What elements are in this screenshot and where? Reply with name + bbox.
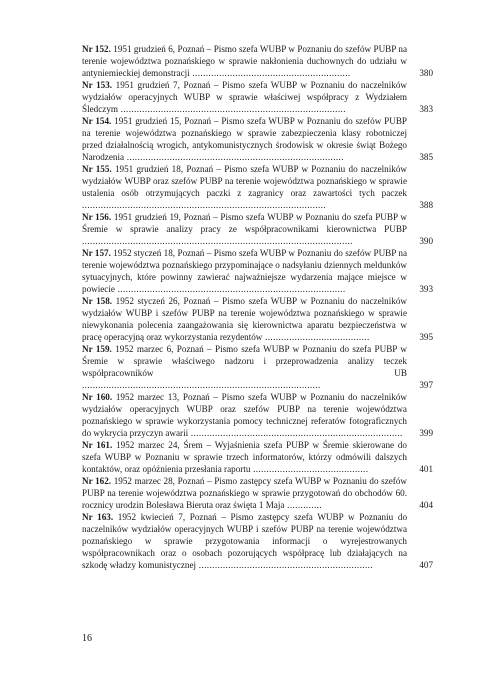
entry-number: Nr 154. — [82, 116, 112, 126]
toc-entry — [82, 79, 433, 115]
table-of-contents — [82, 43, 433, 571]
entry-text: 1952 styczeń 18, Poznań – Pismo szefa WUBP w Poznaniu do szefów PUBP na terenie województwa poznańskiego przypominające o nadsyłaniu dziennych meldunków sytuacyjnych, które powinny zawierać najważniejsze wydarzenia mające miejsce w powiecie — [82, 248, 408, 294]
toc-entry — [82, 115, 433, 163]
toc-entry — [82, 211, 433, 247]
entry-number: Nr 158. — [82, 296, 113, 306]
toc-entry — [82, 439, 433, 475]
entry-text: 1952 kwiecień 7, Poznań – Pismo zastępcy szefa WUBP w Poznaniu do naczelników wydziałów operacyjnych WUBP i szefów PUBP na terenie województwa poznańskiego w sprawie przygotowania informacji o wyrejestrowanych współpracownikach oraz o osobach pozorujących współpracę lub działających na szkodę władzy komunistycznej — [82, 512, 408, 570]
toc-entry — [82, 247, 433, 295]
entry-text: 1952 marzec 13, Poznań – Pismo szefa WUBP w Poznaniu do naczelników wydziałów operacyjnych WUBP oraz szefów PUBP na terenie województwa poznańskiego w sprawie wykorzystania pomocy technicznej referatów fotograficznych do wykrycia przyczyn awarii — [82, 392, 408, 438]
dot-leader: ....................................... — [262, 332, 370, 342]
dot-leader: ................................................................. — [196, 560, 374, 570]
entry-number: Nr 156. — [82, 212, 112, 222]
entry-page: 401 — [419, 464, 433, 474]
dot-leader: ........................................................... — [189, 68, 351, 78]
entry-number: Nr 159. — [82, 344, 112, 354]
toc-entry — [82, 391, 433, 439]
entry-page: 395 — [419, 332, 433, 342]
dot-leader: ................................................................................. — [124, 152, 344, 162]
entry-page: 399 — [419, 428, 433, 438]
toc-entry — [82, 475, 433, 511]
entry-text: 1951 grudzień 18, Poznań – Pismo szefa WUBP w Poznaniu do naczelników wydziałów WUBP oraz szefów PUBP na terenie województwa poznańskiego w sprawie ustalenia osób otrzymujących paczki z zagranicy oraz zawartości tych paczek — [82, 164, 407, 198]
entry-number: Nr 157. — [82, 248, 111, 258]
entry-number: Nr 161. — [82, 440, 113, 450]
entry-number: Nr 162. — [82, 476, 112, 486]
entry-page: 380 — [419, 68, 433, 78]
entry-number: Nr 155. — [82, 164, 112, 174]
entry-text: 1951 grudzień 15, Poznań – Pismo szefa WUBP w Poznaniu do szefów PUBP na terenie województwa poznańskiego w sprawie zabezpieczenia klasy robotniczej przed działalnością wrogich, antykomunistycznych środowisk w okresie świąt Bożego Narodzenia — [82, 116, 407, 162]
entry-number: Nr 163. — [82, 512, 114, 522]
entry-number: Nr 160. — [82, 392, 113, 402]
entry-page: 407 — [419, 560, 433, 570]
entry-page: 383 — [419, 104, 433, 114]
entry-text: 1952 styczeń 26, Poznań – Pismo szefa WUBP w Poznaniu do naczelników wydziałów WUBP i szefów PUBP na terenie województwa poznańskiego w sprawie niewykonania polecenia zaangażowania się kierownictwa aparatu bezpieczeństwa w pracę operacyjną oraz wykorzystania rezydentów — [82, 296, 407, 342]
dot-leader: ........................................................................................... — [82, 200, 326, 210]
entry-page: 390 — [419, 236, 433, 246]
dot-leader: ..................................................................................................... — [82, 236, 353, 246]
entry-page: 404 — [419, 500, 433, 510]
entry-page: 397 — [419, 380, 433, 390]
dot-leader: ......................................................................................... — [82, 380, 321, 390]
entry-number: Nr 153. — [82, 80, 113, 90]
toc-entry — [82, 43, 433, 79]
entry-text: 1951 grudzień 7, Poznań – Pismo szefa WUBP w Poznaniu do naczelników wydziałów operacyjnych WUBP w sprawie właściwej współpracy z Wydziałem Śledczym — [82, 80, 407, 114]
entry-page: 385 — [419, 152, 433, 162]
entry-page: 393 — [419, 284, 433, 294]
toc-entry — [82, 295, 433, 343]
toc-entry — [82, 163, 433, 211]
entry-text: 1951 grudzień 19, Poznań – Pismo szefa WUBP w Poznaniu do szefa PUBP w Śremie w sprawie analizy pracy ze współpracownikami kierownictwa PUBP — [82, 212, 408, 234]
page-number: 16 — [82, 633, 92, 644]
dot-leader: ..................................................................................... — [114, 284, 346, 294]
entry-text: 1951 grudzień 6, Poznań – Pismo szefa WUBP w Poznaniu do szefów PUBP na terenie województwa poznańskiego w sprawie nakłonienia duchownych do udziału w antyniemieckiej demonstracji — [82, 44, 408, 78]
entry-text: 1952 marzec 28, Poznań – Pismo zastępcy szefa WUBP w Poznaniu do szefów PUBP na terenie województwa poznańskiego w sprawie przygotowań do obchodów 60. rocznicy urodzin Bolesława Bieruta oraz święta 1 Maja — [82, 476, 408, 510]
entry-page: 388 — [419, 200, 433, 210]
dot-leader: ........................................... — [250, 464, 369, 474]
entry-text: 1952 marzec 6, Poznań – Pismo szefa WUBP w Poznaniu do szefa PUBP w Śremie w sprawie właściwego nadzoru i przeprowadzenia analizy teczek współpracowników UB — [82, 344, 407, 378]
entry-number: Nr 152. — [82, 44, 111, 54]
toc-entry — [82, 343, 433, 391]
toc-entry — [82, 511, 433, 571]
dot-leader: ............. — [284, 500, 322, 510]
dot-leader: ............................................................................... — [188, 428, 403, 438]
entry-text: 1952 marzec 24, Śrem – Wyjaśnienia szefa PUBP w Śremie skierowane do szefa WUBP w Poznaniu w sprawie trzech informatorów, którzy odmówili dalszych kontaktów, oraz opóźnienia przesłania raportu — [82, 440, 407, 474]
dot-leader: .................................................................................... — [117, 104, 346, 114]
